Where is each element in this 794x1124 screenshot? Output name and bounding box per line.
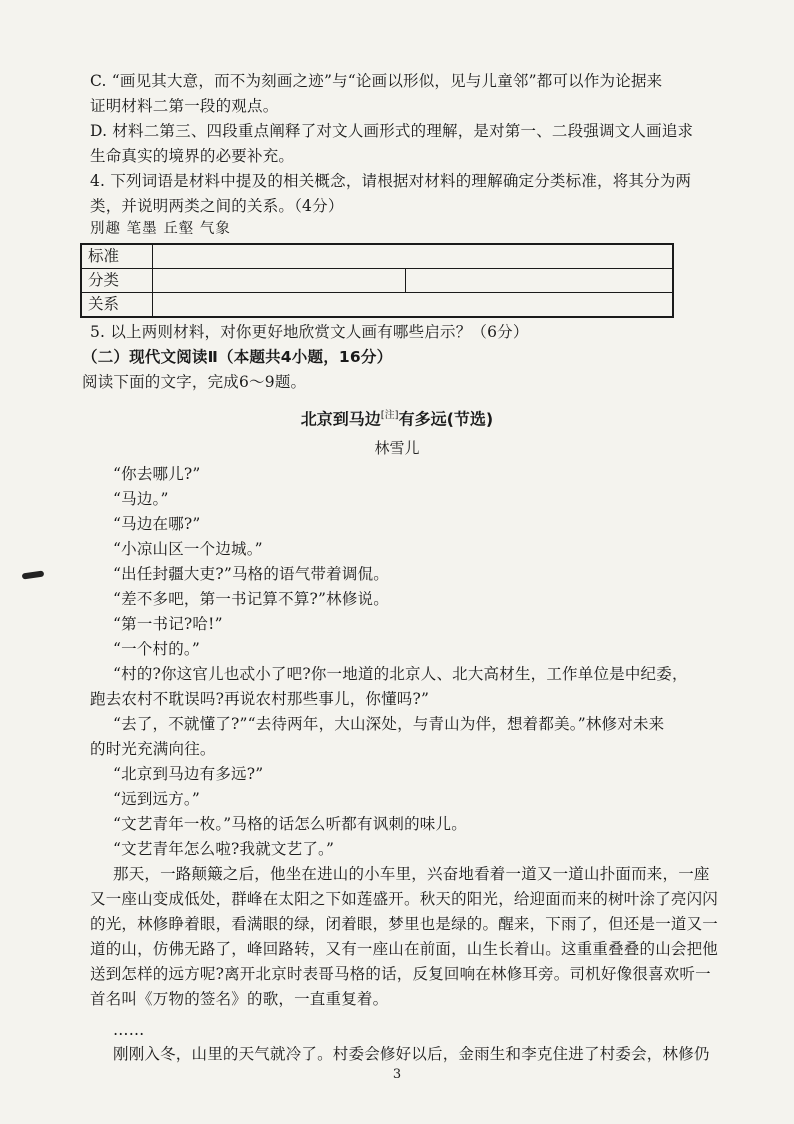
paragraph-line: 首名叫《万物的签名》的歌，一直重复着。 — [90, 990, 389, 1008]
ellipsis: …… — [113, 1021, 145, 1039]
ink-smudge — [22, 570, 45, 579]
option-d-line2: 生命真实的境界的必要补充。 — [90, 147, 295, 165]
dialogue-line: “村的?你这官儿也忒小了吧?你一地道的北京人、北大高材生，工作单位是中纪委， — [113, 665, 688, 683]
dialogue-line: 的时光充满向往。 — [90, 740, 216, 758]
dialogue-line: “小凉山区一个边城。” — [113, 540, 263, 558]
paragraph-line: 的光，林修睁着眼，看满眼的绿，闭着眼，梦里也是绿的。醒来，下雨了，但还是一道又一 — [90, 915, 719, 933]
dialogue-line: “北京到马边有多远?” — [113, 765, 264, 783]
table-label-relation: 关系 — [81, 293, 153, 318]
section-heading: （二）现代文阅读Ⅱ（本题共4小题，16分） — [82, 348, 393, 366]
dialogue-line: “差不多吧，第一书记算不算?”林修说。 — [113, 590, 389, 608]
paragraph-line: 送到怎样的远方呢?离开北京时表哥马格的话，反复回响在林修耳旁。司机好像很喜欢听一 — [90, 965, 711, 983]
table-row — [81, 269, 673, 293]
option-c-line1: C. “画见其大意，而不为刻画之迹”与“论画以形似，见与儿童邻”都可以作为论据来 — [90, 72, 663, 90]
paragraph-line: 那天，一路颠簸之后，他坐在进山的小车里，兴奋地看着一道又一道山扑面而来，一座 — [113, 865, 710, 883]
reading-instruction: 阅读下面的文字，完成6～9题。 — [82, 373, 307, 391]
question-4-line2: 类，并说明两类之间的关系。（4分） — [90, 197, 344, 215]
dialogue-line: “马边。” — [113, 490, 169, 508]
option-c-line2: 证明材料二第一段的观点。 — [90, 97, 279, 115]
answer-cell-category-1[interactable] — [153, 269, 406, 293]
table-row — [81, 293, 673, 318]
dialogue-line: “去了，不就懂了?”“去待两年，大山深处，与青山为伴，想着都美。”林修对未来 — [113, 715, 665, 733]
page-number: 3 — [392, 1067, 402, 1082]
dialogue-line: “一个村的。” — [113, 640, 200, 658]
paragraph-line: 刚刚入冬，山里的天气就冷了。村委会修好以后，金雨生和李克住进了村委会，林修仍 — [113, 1045, 710, 1063]
dialogue-line: “第一书记?哈!” — [113, 615, 223, 633]
answer-cell-relation[interactable] — [153, 293, 674, 318]
dialogue-line: “马边在哪?” — [113, 515, 201, 533]
answer-cell-standard[interactable] — [153, 244, 674, 269]
dialogue-line: “远到远方。” — [113, 790, 200, 808]
article-title-rest: 有多远(节选) — [398, 409, 494, 429]
article-author: 林雪儿 — [374, 439, 420, 457]
question-4-line1: 4. 下列词语是材料中提及的相关概念，请根据对材料的理解确定分类标准，将其分为两 — [90, 172, 692, 190]
article-title-main: 北京到马边 — [300, 409, 381, 429]
question-5: 5. 以上两则材料，对你更好地欣赏文人画有哪些启示？（6分） — [90, 323, 529, 341]
title-note-mark: [注] — [380, 410, 399, 421]
table-label-category: 分类 — [81, 269, 153, 293]
dialogue-line: “出任封疆大吏?”马格的语气带着调侃。 — [113, 565, 389, 583]
dialogue-line: “你去哪儿?” — [113, 465, 201, 483]
table-row — [81, 244, 673, 269]
table-label-standard: 标准 — [81, 244, 153, 269]
paragraph-line: 道的山，仿佛无路了，峰回路转，又有一座山在前面，山生长着山。这重重叠叠的山会把他 — [90, 940, 719, 958]
dialogue-line: “文艺青年一枚。”马格的话怎么听都有讽刺的味儿。 — [113, 815, 467, 833]
article-title — [0, 404, 794, 431]
answer-table — [80, 243, 674, 318]
option-d-line1: D. 材料二第三、四段重点阐释了对文人画形式的理解，是对第一、二段强调文人画追求 — [90, 122, 694, 140]
answer-cell-category-2[interactable] — [406, 269, 674, 293]
handwritten-terms: 別趣 笔墨 丘壑 气象 — [90, 221, 231, 237]
dialogue-line: 跑去农村不耽误吗?再说农村那些事儿，你懂吗?” — [90, 690, 430, 708]
paragraph-line: 又一座山变成低处，群峰在太阳之下如莲盛开。秋天的阳光，给迎面而来的树叶涂了亮闪闪 — [90, 890, 719, 908]
dialogue-line: “文艺青年怎么啦?我就文艺了。” — [113, 840, 335, 858]
